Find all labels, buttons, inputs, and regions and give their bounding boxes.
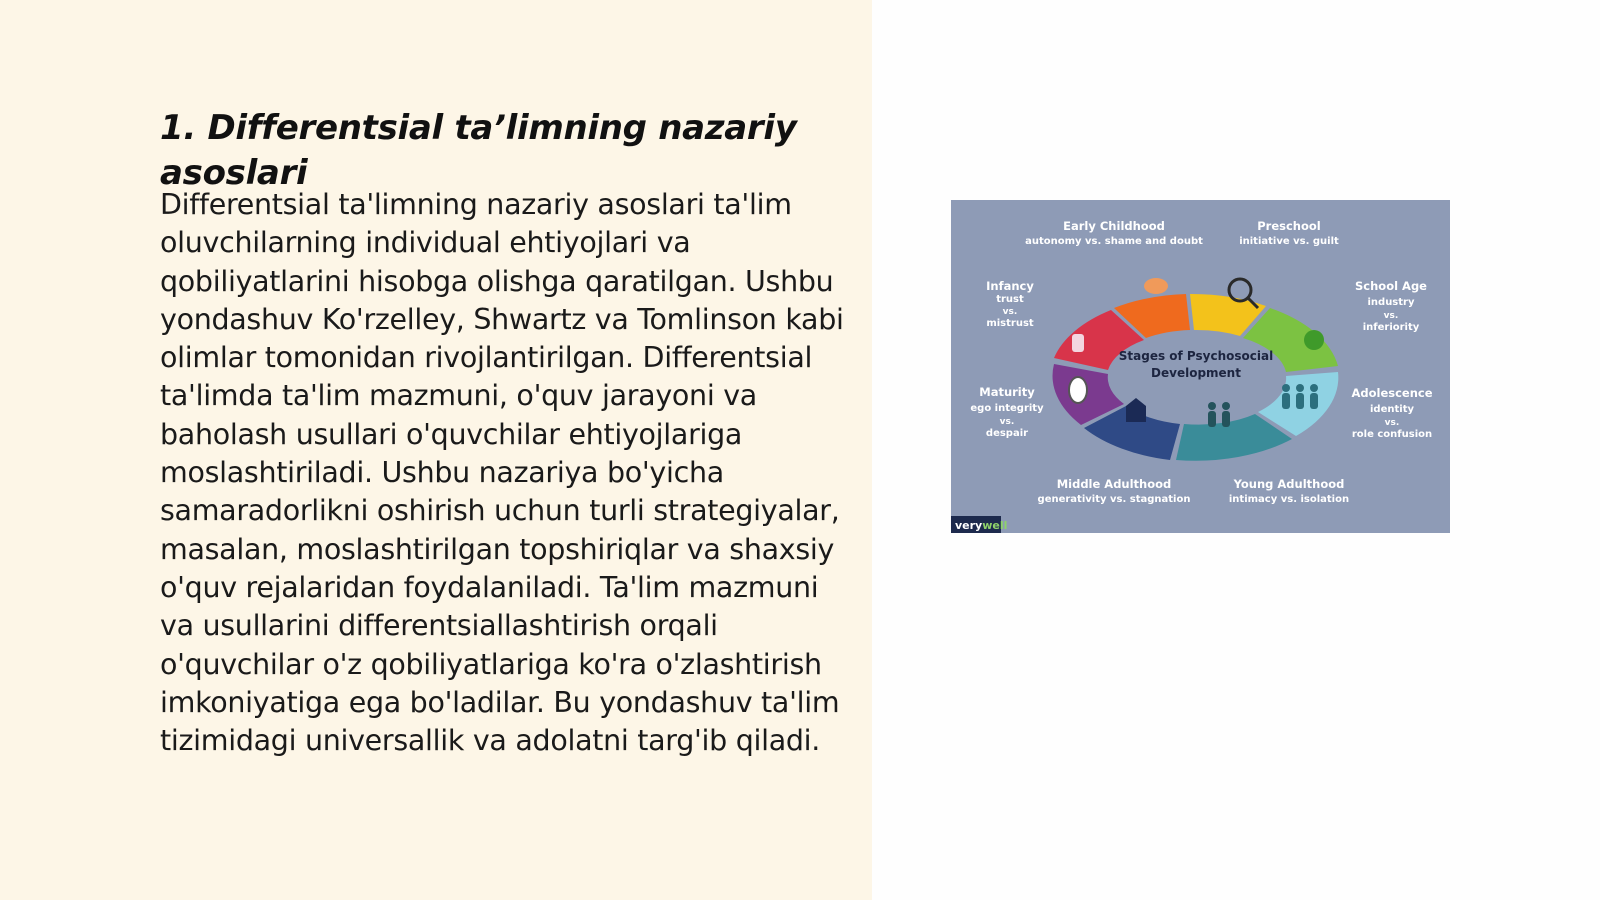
slide-title: 1. Differentsial ta’limning nazariy asoslari (160, 108, 797, 193)
stage-preschool-name: Preschool (1257, 219, 1321, 233)
brand-logo (955, 519, 1007, 532)
stage-adolescence-line1: identity (1370, 404, 1414, 415)
stage-maturity-name: Maturity (979, 385, 1035, 399)
stage-school-age-line1: industry (1367, 297, 1415, 308)
couple-icon (1208, 402, 1230, 427)
stage-preschool-conflict: initiative vs. guilt (1239, 236, 1339, 247)
potty-icon (1144, 278, 1168, 294)
brand-very: very (955, 519, 983, 532)
bottle-icon (1072, 334, 1084, 352)
brand-well: well (982, 519, 1008, 532)
stage-young-adulthood-conflict: intimacy vs. isolation (1228, 494, 1350, 505)
house-icon (1126, 398, 1146, 422)
stage-adolescence-name: Adolescence (1351, 386, 1433, 400)
stage-early-childhood-name: Early Childhood (1063, 219, 1165, 233)
stage-maturity-line2: vs. (999, 417, 1015, 427)
stage-early-childhood-conflict: autonomy vs. shame and doubt (1025, 236, 1203, 247)
stage-adolescence-line2: vs. (1384, 418, 1400, 428)
stage-middle-adulthood-conflict: generativity vs. stagnation (1037, 494, 1191, 505)
mirror-icon (1069, 377, 1087, 403)
stage-adolescence-line3: role confusion (1351, 429, 1433, 440)
diagram-center-title: Stages of Psychosocial (1118, 349, 1274, 363)
stage-infancy-name: Infancy (986, 279, 1034, 293)
stage-infancy-line2: vs. (1002, 307, 1018, 317)
family-icon (1282, 384, 1318, 409)
stage-young-adulthood-name: Young Adulthood (1233, 477, 1345, 491)
slide-body-text: Differentsial ta'limning nazariy asoslari ta'lim oluvchilarning individual ehtiyojlari va qobiliyatlarini hisobga olishga qaratilgan. Ushbu yondashuv Ko'rzelley, Shwartz va Tomlinson kabi olimlar tomonidan rivojlantirilgan. Differentsial ta'limda ta'lim mazmuni, o'quv jarayoni va baholash usullari o'quvchilar ehtiyojlariga moslashtiriladi. Ushbu nazariya bo'yicha samaradorlikni oshirish uchun turli strategiyalar, masalan, moslashtirilgan topshiriqlar va shaxsiy o'quv rejalaridan foydalaniladi. Ta'lim mazmuni va usullarini differentsiallashtirish orqali o'quvchilar o'z qobiliyatlariga ko'ra o'zlashtirish imkoniyatiga ega bo'ladilar. Bu yondashuv ta'lim tizimidagi universallik va adolatni targ'ib qiladi. (160, 188, 844, 758)
stage-school-age-line3: inferiority (1362, 322, 1420, 333)
stage-maturity-line1: ego integrity (970, 403, 1044, 414)
stage-infancy-line3: mistrust (986, 318, 1034, 329)
stage-school-age-name: School Age (1355, 279, 1427, 293)
stage-middle-adulthood-name: Middle Adulthood (1056, 477, 1172, 491)
stage-infancy-line1: trust (996, 294, 1024, 305)
apple-icon (1304, 330, 1324, 350)
magnifier-icon (1229, 279, 1251, 301)
stage-school-age-line2: vs. (1383, 311, 1399, 321)
psychosocial-ring-diagram (951, 200, 1450, 533)
psychosocial-stages-figure (951, 200, 1450, 533)
stage-maturity-line3: despair (985, 428, 1029, 439)
diagram-center-subtitle: Development (1151, 366, 1241, 380)
